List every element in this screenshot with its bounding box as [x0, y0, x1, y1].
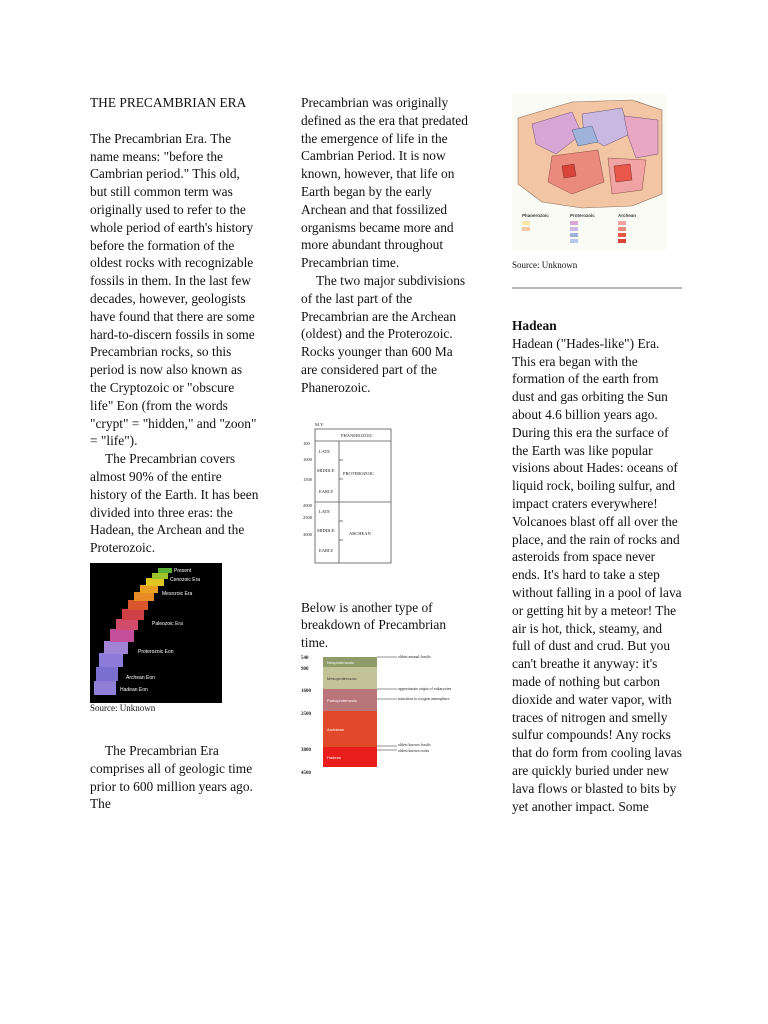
table-header-my: M.Y.	[315, 421, 324, 427]
staircase-caption: Source: Unknown	[90, 702, 156, 713]
stair-label-paleozoic: Paleozoic Era	[152, 620, 183, 627]
table-header-phanerozoic: PHANEROZOIC	[341, 432, 373, 438]
tick-1000: 1000	[303, 456, 312, 462]
sub-late-2: LATE	[319, 508, 330, 514]
sub-middle-1: MIDDLE	[317, 467, 335, 473]
sub-late-1: LATE	[319, 448, 330, 454]
definition-paragraph: The Precambrian Era comprises all of geologic time prior to 600 million years ago. The	[90, 742, 253, 812]
column-1	[90, 94, 260, 813]
era-archean: ARCHEAN	[349, 530, 371, 536]
age-900: 900	[301, 666, 309, 672]
stair-label-proterozoic: Proterozoic Eon	[138, 648, 174, 655]
stair-label-hadean: Hadean Eon	[120, 686, 148, 693]
stair-label-archean: Archean Eon	[126, 674, 155, 681]
coverage-paragraph: The Precambrian covers almost 90% of the entire history of the Earth. It has been divided into three eras: the Hadean, the Archean and the Proterozoic.	[90, 451, 259, 556]
stair-label-cenozoic: Cenozoic Era	[170, 576, 201, 583]
sub-early-1: EARLY	[319, 488, 334, 494]
legend-proterozoic: Proterozoic	[570, 213, 595, 218]
legend-archean: Archean	[618, 213, 637, 218]
age-540: 540	[301, 655, 309, 661]
band-hadean: Hadean	[327, 754, 342, 760]
era-proterozoic: PROTEROZOIC	[343, 470, 375, 476]
note-oldest-fossils: oldest known fossils	[398, 741, 431, 747]
tick-1500: 1500	[303, 476, 312, 482]
breakdown-intro: Below is another type of breakdown of Precambrian time.	[301, 599, 447, 651]
band-neoproterozoic: Neoproterozoic	[327, 659, 355, 665]
intro-paragraph: The Precambrian Era. The name means: "before the Cambrian period." This old, but still common term was originally used to refer to the whole period of earth's history before the formation of the oldest rocks with recognizable fossils in them. In the last few decades, however, geologists have found that there are some hard-to-discern fossils in some Precambrian rocks, so this period is now also known as the Cryptozoic or "obscure life" Eon (from the words "crypt" = "hidden," and "zoon" = "life").	[90, 130, 257, 449]
subdivisions-paragraph: The two major subdivisions of the last part of the Precambrian are the Archean (oldest) and the Proterozoic. Rocks younger than 600 Ma are considered part of the Phanerozoic.	[301, 272, 466, 395]
age-2500: 2500	[301, 711, 311, 717]
age-4500: 4500	[301, 770, 311, 776]
note-oldest-rocks: oldest known rocks	[398, 747, 430, 753]
hadean-paragraph: Hadean ("Hades-like") Era. This era began with the formation of the earth from dust and gas orbiting the Sun about 4.6 billion years ago. During this era the surface of the Earth was like popular visions about Hades: oceans of liquid rock, boiling sulfur, and impact craters everywhere! Volcanoes blast off all over the place, and the rain of rocks and asteroids from space never ends. It's hard to take a step without falling in a pool of lava or getting hit by a meteor! The air is hot, thick, steamy, and full of dust and crud. But you can't breathe it anyway: it's made of nothing but carbon dioxide and water vapor, with traces of nitrogen and smelly sulfur compounds! Any rocks that do form from cooling lavas are quickly buried under new lava flows or blasted to bits by yet another impact. Some	[512, 335, 682, 814]
map-caption: Source: Unknown	[512, 260, 578, 270]
column-2	[301, 94, 471, 777]
legend-phanerozoic: Phanerozoic	[522, 213, 549, 218]
precambrian-breakdown-chart	[301, 653, 452, 777]
note-oxygen: transition to oxygen atmosphere	[398, 695, 450, 701]
band-paleoproterozoic: Paleoproterozoic	[327, 697, 358, 703]
stair-label-mesozoic: Mesozoic Era	[162, 590, 193, 597]
column-3	[512, 94, 682, 815]
stair-label-present: Present	[174, 567, 192, 574]
hadean-heading: Hadean	[512, 318, 557, 333]
band-archaean: Archaean	[327, 726, 345, 732]
craton-map-figure	[512, 94, 666, 250]
band-mesoproterozoic: Mesoproterozoic	[327, 675, 357, 681]
page-title: THE PRECAMBRIAN ERA	[90, 95, 247, 110]
age-1600: 1600	[301, 688, 311, 694]
tick-3000: 3000	[303, 531, 312, 537]
age-3800: 3800	[301, 747, 311, 753]
sub-early-2: EARLY	[319, 547, 334, 553]
continued-paragraph: Precambrian was originally defined as the era that predated the emergence of life in the Cambrian Period. It is now known, however, that life on Earth began by the early Archean and that fossilized organisms became more and more abundant throughout Precambrian time.	[301, 95, 468, 271]
note-eukaryotes: approximate origin of eukaryotes	[398, 685, 452, 691]
sub-middle-2: MIDDLE	[317, 527, 335, 533]
timescale-table-figure	[301, 423, 393, 565]
geologic-staircase-figure	[90, 563, 222, 703]
tick-2500: 2500	[303, 514, 312, 520]
note-animal-fossils: oldest animal fossils	[398, 653, 431, 659]
tick-2000: 2000	[303, 502, 312, 508]
tick-100: 100	[303, 440, 310, 446]
